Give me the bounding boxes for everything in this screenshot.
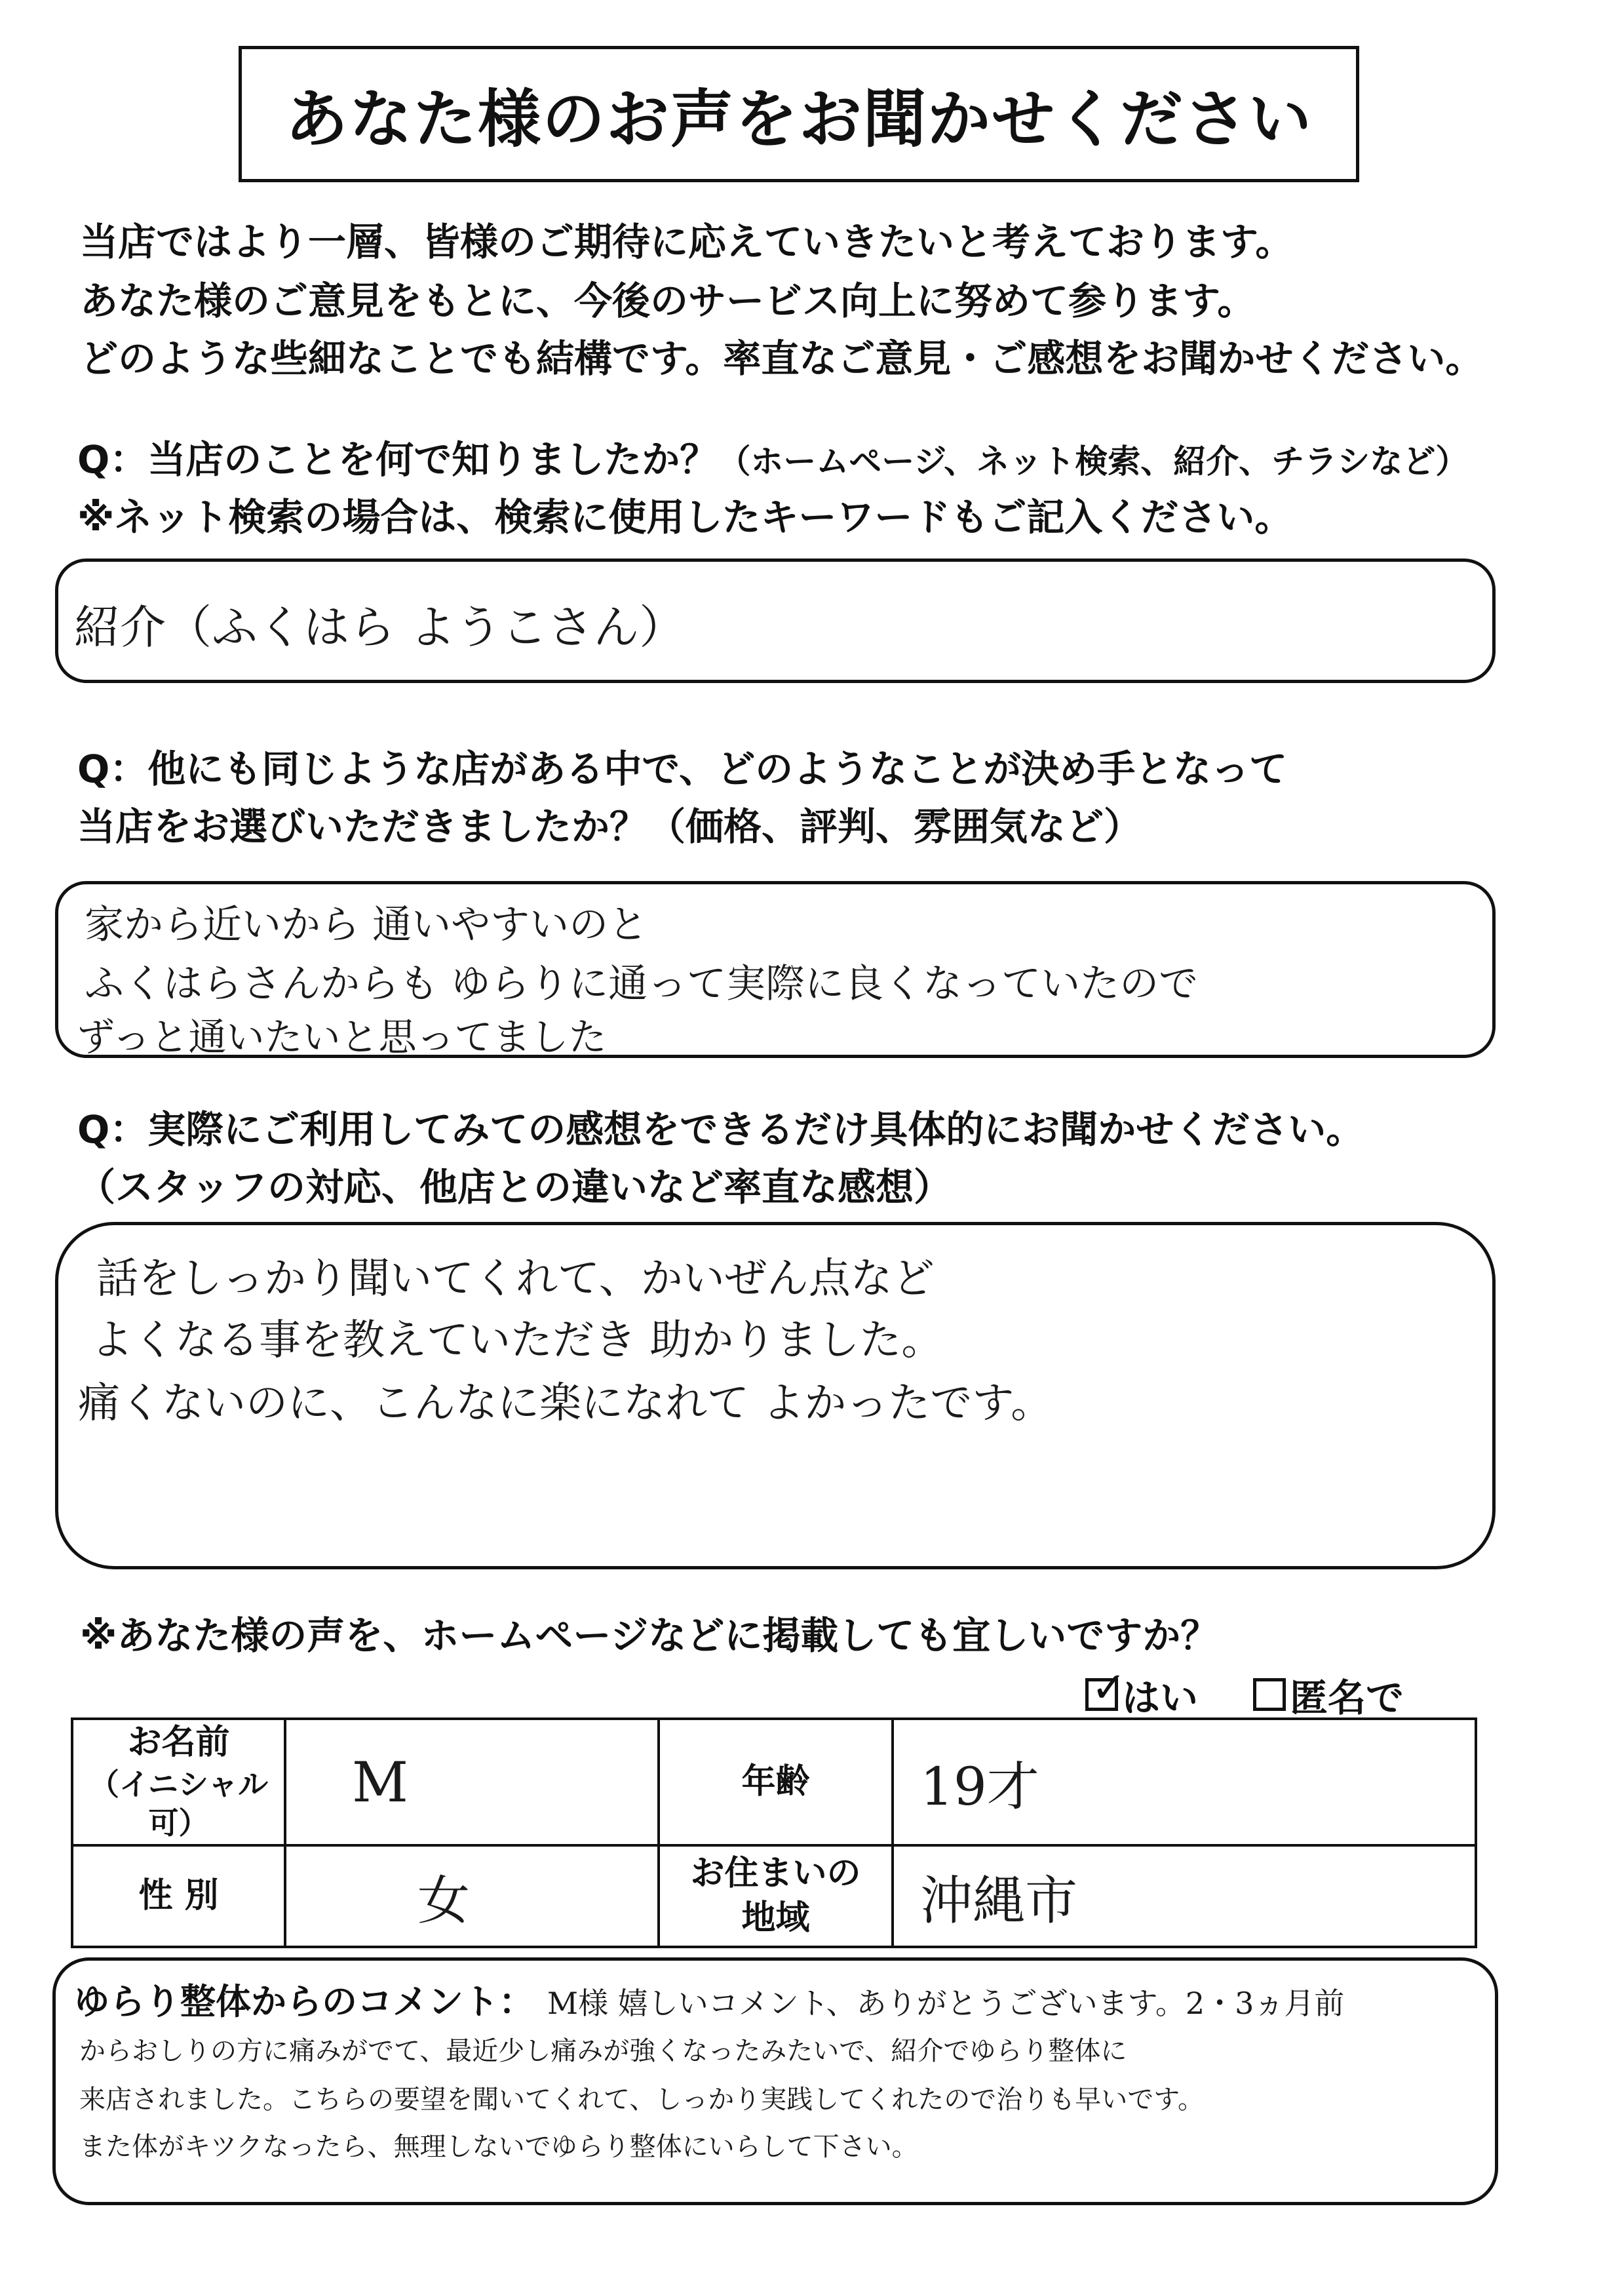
q3-answer-box[interactable] xyxy=(55,1222,1496,1569)
q2-answer-line-2: ふくはらさんからも ゆらりに通って実際に良くなっていたので xyxy=(85,961,1199,1007)
q3-answer-line-1: 話をしっかり聞いてくれて、かいぜん点など xyxy=(96,1255,935,1303)
publish-anon-label: 匿名で xyxy=(1290,1676,1404,1720)
page-title: あなた様のお声をお聞かせください xyxy=(239,46,1359,182)
q1-question xyxy=(77,429,1468,484)
age-label-cell xyxy=(659,1719,893,1845)
age-value: 19才 xyxy=(920,1756,1039,1818)
intro-line-2: あなた様のご意見をもとに、今後のサービス向上に努めて参ります。 xyxy=(80,279,1256,323)
q1-options: （ホームページ、ネット検索、紹介、チラシなど） xyxy=(718,442,1469,481)
comment-line-4: また体がキツクなったら、無理しないでゆらり整体にいらして下さい。 xyxy=(79,2132,918,2162)
intro-line-1: 当店ではより一層、皆様のご期待に応えていきたいと考えております。 xyxy=(80,220,1294,264)
comment-line-3: 来店されました。こちらの要望を聞いてくれて、しっかり実践してくれたので治りも早いです。 xyxy=(79,2085,1204,2115)
q1-answer: 紹介（ふくはら ようこさん） xyxy=(74,600,686,654)
area-sublabel: 地域 xyxy=(741,1898,810,1938)
gender-label: 性 別 xyxy=(138,1875,219,1915)
gender-value-cell[interactable] xyxy=(285,1845,659,1947)
name-label-cell xyxy=(72,1719,285,1845)
q1-note: ※ネット検索の場合は、検索に使用したキーワードもご記入ください。 xyxy=(77,495,1293,539)
q3-line-2: （スタッフの対応、他店との違いなど率直な感想） xyxy=(77,1165,952,1209)
area-value: 沖縄市 xyxy=(920,1870,1077,1932)
age-value-cell[interactable] xyxy=(893,1719,1476,1845)
q2-answer-box[interactable] xyxy=(55,881,1496,1058)
gender-label-cell xyxy=(72,1845,285,1947)
comment-line-1: M様 嬉しいコメント、ありがとうございます。2・3ヵ月前 xyxy=(547,1986,1345,2021)
name-label: お名前 xyxy=(127,1723,230,1762)
q2-line-2: 当店をお選びいただきましたか？（価格、評判、雰囲気など） xyxy=(77,804,1142,849)
name-value-cell[interactable] xyxy=(285,1719,659,1845)
q3-answer-line-2: よくなる事を教えていただき 助かりました。 xyxy=(91,1316,944,1365)
staff-comment-box xyxy=(52,1957,1498,2205)
publish-yes-checkbox[interactable] xyxy=(1085,1664,1127,1712)
customer-info-table xyxy=(71,1717,1477,1948)
publish-yes-label: はい xyxy=(1122,1676,1199,1720)
q2-answer-line-3: ずっと通いたいと思ってました xyxy=(77,1015,607,1059)
intro-line-3: どのような些細なことでも結構です。率直なご意見・ご感想をお聞かせください。 xyxy=(80,336,1484,381)
check-icon: ✓ xyxy=(1091,1664,1127,1712)
publish-options xyxy=(1085,1664,1404,1722)
name-value: M xyxy=(352,1750,409,1814)
publish-question: ※あなた様の声を、ホームページなどに掲載しても宜しいですか？ xyxy=(80,1613,1219,1658)
area-label-cell xyxy=(659,1845,893,1947)
comment-label: ゆらり整体からのコメント： xyxy=(74,1981,534,2022)
area-value-cell[interactable] xyxy=(893,1845,1476,1947)
area-label: お住まいの xyxy=(690,1854,861,1894)
comment-line-2: からおしりの方に痛みがでて、最近少し痛みが強くなったみたいで、紹介でゆらり整体に xyxy=(79,2036,1127,2066)
q2-line-1: Q：他にも同じような店がある中で、どのようなことが決め手となって xyxy=(77,747,1288,791)
q1-line1: Q：当店のことを何で知りましたか？ xyxy=(77,437,718,482)
gender-value: 女 xyxy=(417,1870,470,1932)
name-sublabel: （イニシャル可） xyxy=(88,1766,269,1841)
q3-answer-line-3: 痛くないのに、こんなに楽になれて よかったです。 xyxy=(78,1379,1053,1428)
age-label: 年齢 xyxy=(741,1761,810,1801)
q2-answer-line-1: 家から近いから 通いやすいのと xyxy=(85,902,648,948)
publish-anon-checkbox[interactable] xyxy=(1253,1678,1286,1711)
q1-answer-box[interactable] xyxy=(55,559,1496,683)
q3-line-1: Q：実際にご利用してみての感想をできるだけ具体的にお聞かせください。 xyxy=(77,1107,1364,1152)
comment-line-1-row xyxy=(74,1974,1344,2024)
